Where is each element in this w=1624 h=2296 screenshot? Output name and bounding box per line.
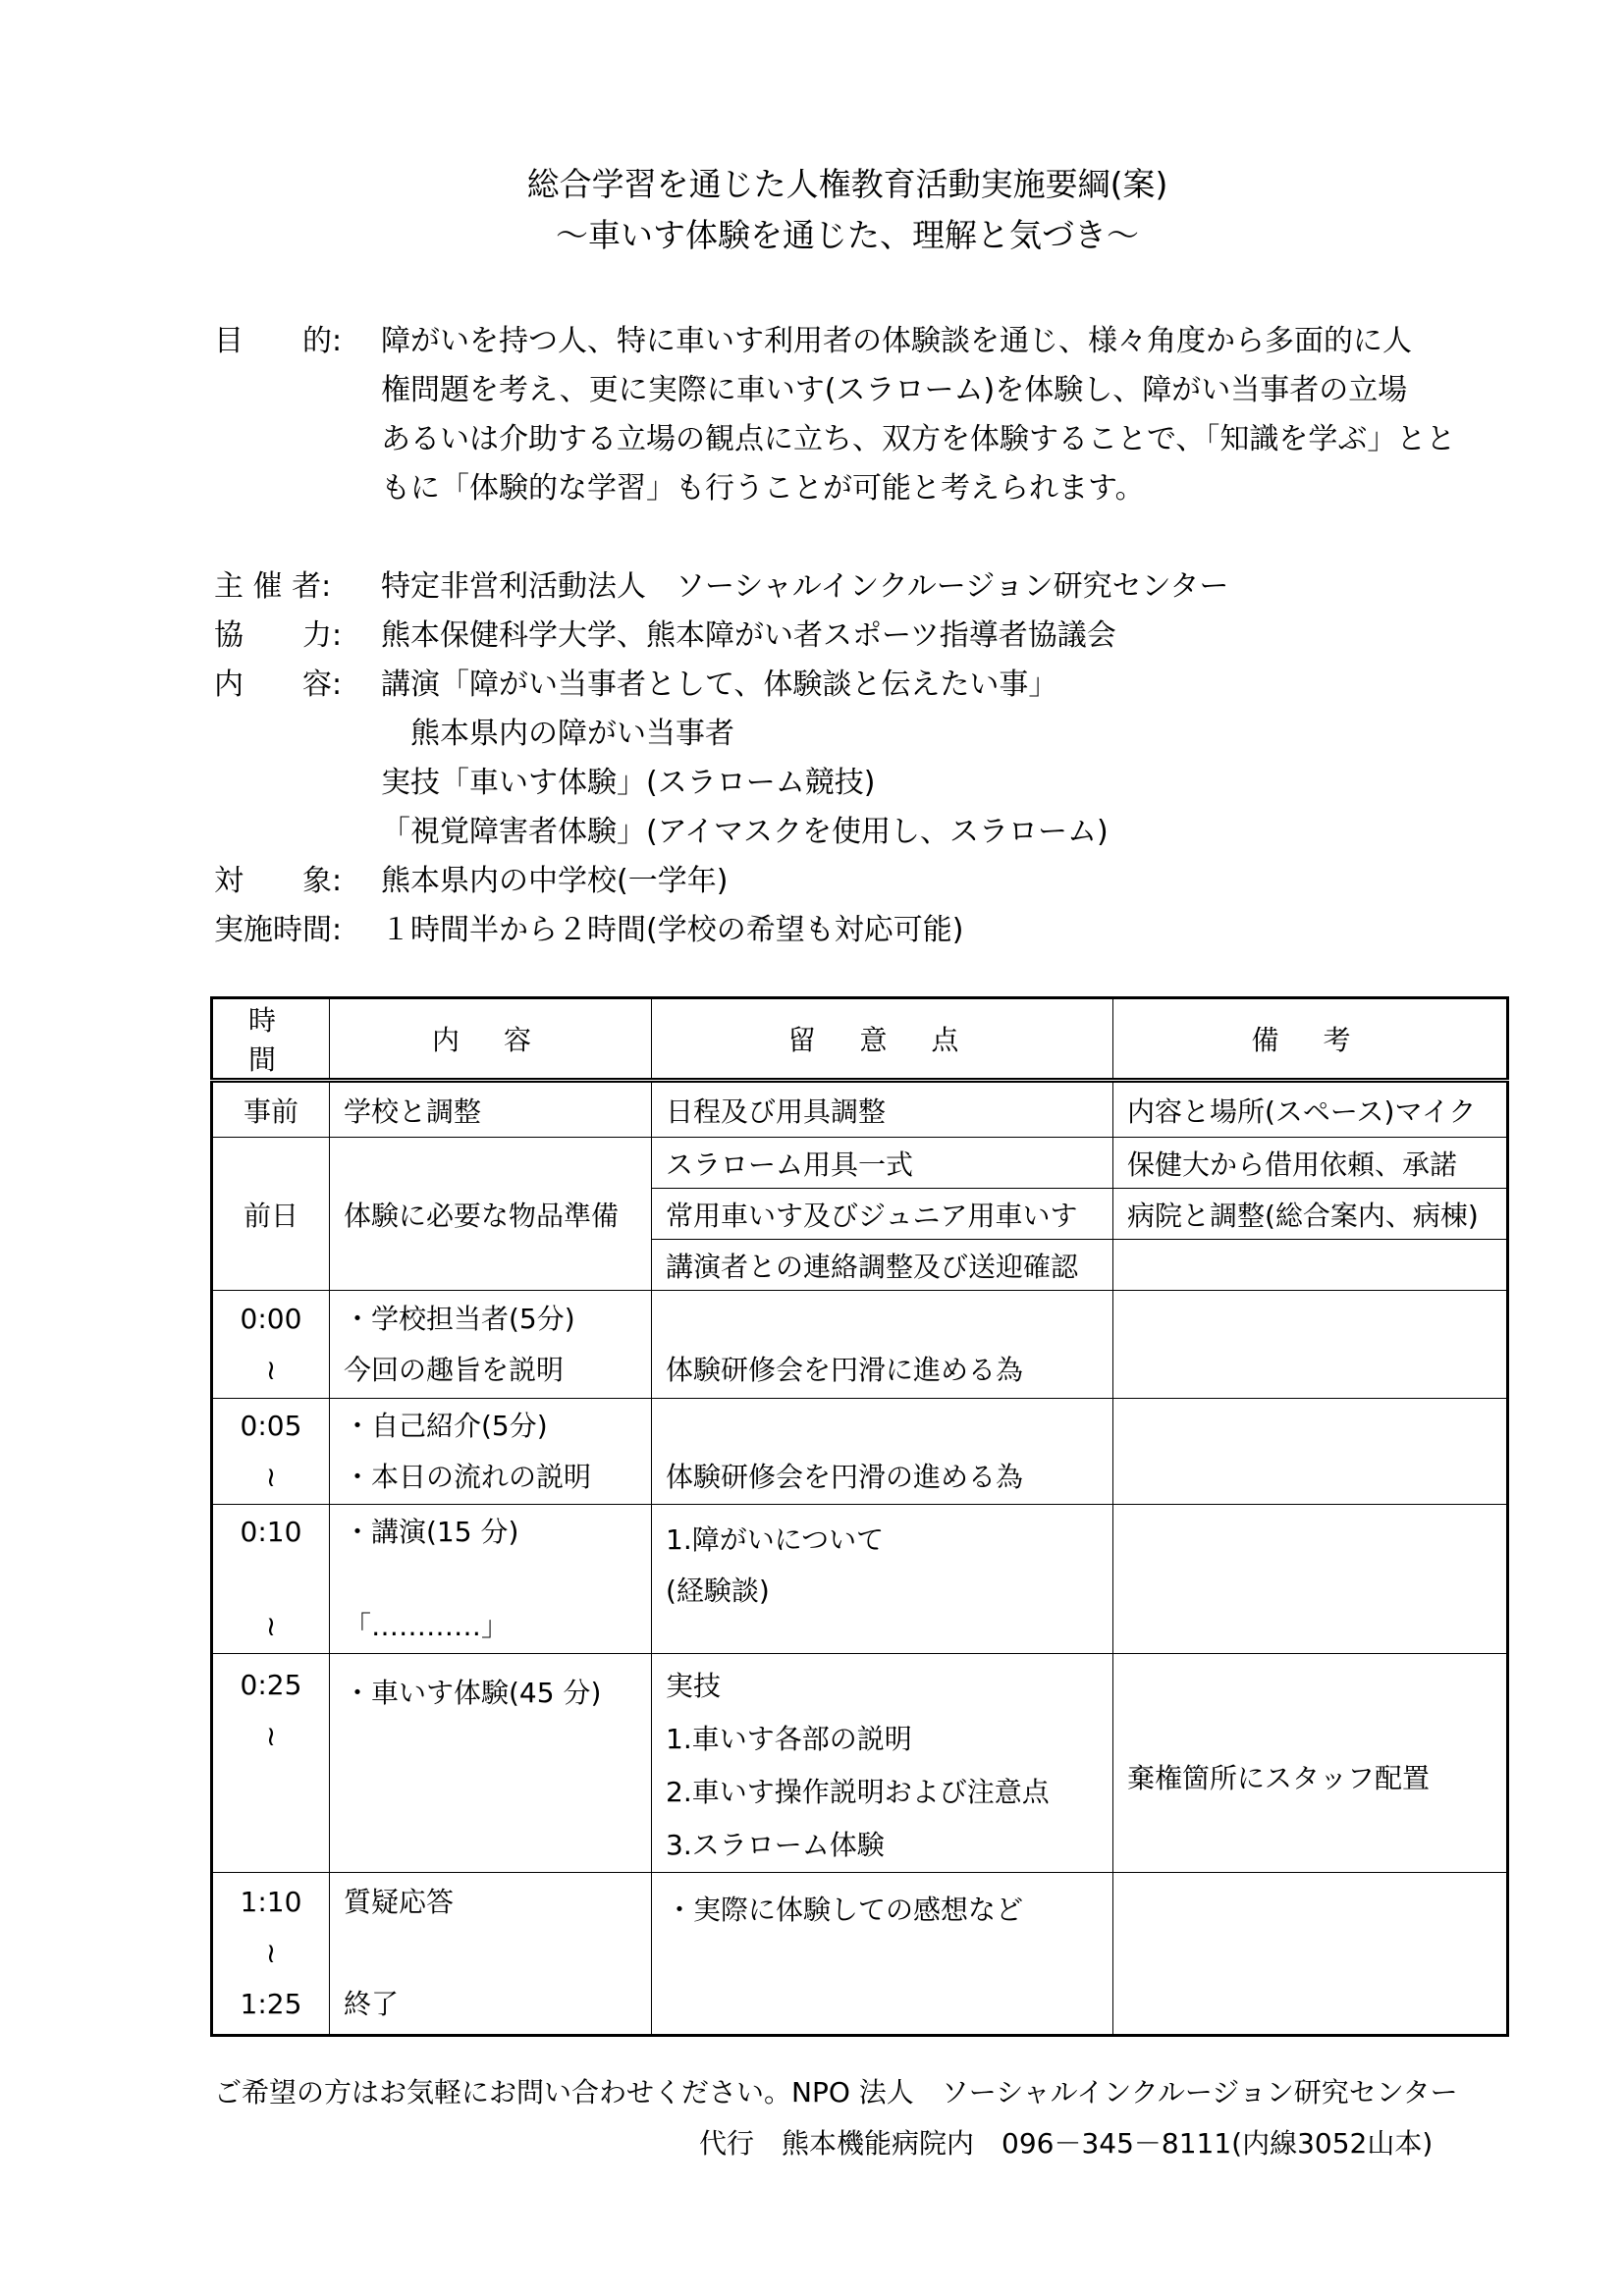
note-cell: 講演者との連絡調整及び送迎確認 bbox=[652, 1240, 1113, 1291]
time-tilde: ≀ bbox=[265, 1460, 277, 1493]
content-line: 質疑応答 bbox=[344, 1886, 455, 1918]
content-line: ・本日の流れの説明 bbox=[344, 1460, 592, 1493]
content-cell: ・車いす体験(45 分) bbox=[330, 1654, 652, 1873]
remark-cell bbox=[1113, 1873, 1508, 2036]
table-row bbox=[212, 1399, 1508, 1505]
time-tilde: ≀ bbox=[265, 1937, 277, 1969]
content-cell bbox=[330, 1399, 652, 1505]
note-line bbox=[666, 1401, 1099, 1452]
table-row bbox=[212, 1081, 1508, 1138]
remark-cell: 病院と調整(総合案内、病棟) bbox=[1113, 1189, 1508, 1240]
document-subtitle: ～車いす体験を通じた、理解と気づき～ bbox=[556, 216, 1139, 254]
content-label: 内 容: bbox=[214, 667, 343, 702]
content-cell bbox=[330, 1291, 652, 1399]
duration-label: 実施時間: bbox=[214, 913, 343, 947]
content-line: ・講演(15 分) bbox=[344, 1515, 519, 1548]
time-tilde: ≀ bbox=[265, 1720, 277, 1752]
content-line-4: 「視覚障害者体験」(アイマスクを使用し、スラローム) bbox=[381, 815, 1109, 849]
purpose-line-1: 障がいを持つ人、特に車いす利用者の体験談を通じ、様々角度から多面的に人 bbox=[381, 324, 1412, 358]
content-line: 終了 bbox=[344, 1988, 400, 2020]
note-line: 実技 bbox=[666, 1670, 722, 1702]
content-line-3: 実技「車いす体験」(スラローム競技) bbox=[381, 766, 876, 800]
header-content: 内 容 bbox=[330, 998, 652, 1081]
time-cell: 前日 bbox=[212, 1138, 330, 1291]
content-cell bbox=[330, 1505, 652, 1654]
remark-cell bbox=[1113, 1505, 1508, 1654]
content-line: 今回の趣旨を説明 bbox=[344, 1353, 565, 1386]
note-cell bbox=[652, 1399, 1113, 1505]
note-cell bbox=[652, 1505, 1113, 1654]
remark-cell bbox=[1113, 1399, 1508, 1505]
cooperation-label: 協 力: bbox=[214, 618, 343, 653]
organizer-value: 特定非営利活動法人 ソーシャルインクルージョン研究センター bbox=[381, 569, 1229, 604]
remark-cell: 内容と場所(スペース)マイク bbox=[1113, 1081, 1508, 1138]
duration-value: １時間半から２時間(学校の希望も対応可能) bbox=[381, 913, 964, 947]
note-line: 体験研修会を円滑の進める為 bbox=[666, 1460, 1024, 1493]
time-cell bbox=[212, 1505, 330, 1654]
table-header-row bbox=[212, 998, 1508, 1081]
footer-phone-line: 代行 熊本機能病院内 096－345－8111(内線3052山本) bbox=[699, 2127, 1434, 2160]
time-cell bbox=[212, 1654, 330, 1873]
table-row bbox=[212, 1291, 1508, 1399]
schedule-table bbox=[210, 996, 1509, 2037]
purpose-label: 目 的: bbox=[214, 324, 343, 358]
content-cell: 体験に必要な物品準備 bbox=[330, 1138, 652, 1291]
table-row bbox=[212, 1654, 1508, 1873]
note-line: 3.スラローム体験 bbox=[666, 1829, 885, 1861]
note-line: 2.車いす操作説明および注意点 bbox=[666, 1776, 1050, 1808]
content-cell bbox=[330, 1873, 652, 2036]
remark-cell: 棄権箇所にスタッフ配置 bbox=[1113, 1654, 1508, 1873]
purpose-line-4: もに「体験的な学習」も行うことが可能と考えられます。 bbox=[381, 471, 1145, 506]
time-start: 1:10 bbox=[240, 1886, 302, 1918]
spacer bbox=[227, 1558, 315, 1601]
table-row bbox=[212, 1505, 1508, 1654]
note-line: (経験談) bbox=[666, 1575, 770, 1607]
content-line-2: 熊本県内の障がい当事者 bbox=[381, 717, 734, 751]
footer-contact-line: ご希望の方はお気軽にお問い合わせください。NPO 法人 ソーシャルインクルージョン研究センター bbox=[214, 2076, 1458, 2109]
target-value: 熊本県内の中学校(一学年) bbox=[381, 864, 729, 898]
note-cell: 日程及び用具調整 bbox=[652, 1081, 1113, 1138]
remark-cell bbox=[1113, 1291, 1508, 1399]
time-start: 0:25 bbox=[240, 1669, 302, 1701]
cooperation-value: 熊本保健科学大学、熊本障がい者スポーツ指導者協議会 bbox=[381, 618, 1116, 653]
note-cell bbox=[652, 1654, 1113, 1873]
target-label: 対 象: bbox=[214, 864, 343, 898]
organizer-label: 主 催 者: bbox=[214, 569, 332, 604]
note-line: 1.障がいについて bbox=[666, 1523, 885, 1556]
time-start: 0:05 bbox=[240, 1409, 302, 1442]
header-notes: 留 意 点 bbox=[652, 998, 1113, 1081]
note-line: 1.車いす各部の説明 bbox=[666, 1723, 912, 1755]
time-cell bbox=[212, 1399, 330, 1505]
spacer bbox=[344, 1558, 637, 1601]
header-remarks: 備 考 bbox=[1113, 998, 1508, 1081]
remark-cell bbox=[1113, 1240, 1508, 1291]
document-title: 総合学習を通じた人権教育活動実施要綱(案) bbox=[526, 165, 1168, 203]
time-cell bbox=[212, 1291, 330, 1399]
time-start: 0:00 bbox=[240, 1302, 302, 1335]
note-cell: 常用車いす及びジュニア用車いす bbox=[652, 1189, 1113, 1240]
table-row bbox=[212, 1873, 1508, 2036]
table-row bbox=[212, 1138, 1508, 1189]
note-cell: ・実際に体験しての感想など bbox=[652, 1873, 1113, 2036]
remark-cell: 保健大から借用依頼、承諾 bbox=[1113, 1138, 1508, 1189]
purpose-line-3: あるいは介助する立場の観点に立ち、双方を体験することで、「知識を学ぶ」とと bbox=[381, 422, 1456, 456]
time-end: 1:25 bbox=[240, 1988, 302, 2020]
header-time: 時 間 bbox=[212, 998, 330, 1081]
content-line-1: 講演「障がい当事者として、体験談と伝えたい事」 bbox=[381, 667, 1058, 702]
purpose-line-2: 権問題を考え、更に実際に車いす(スラローム)を体験し、障がい当事者の立場 bbox=[381, 373, 1408, 407]
time-tilde: ≀ bbox=[265, 1609, 277, 1642]
content-line: ・自己紹介(5分) bbox=[344, 1409, 548, 1442]
note-line: 体験研修会を円滑に進める為 bbox=[666, 1353, 1024, 1386]
note-cell bbox=[652, 1291, 1113, 1399]
time-start: 0:10 bbox=[240, 1515, 302, 1548]
content-line: ・学校担当者(5分) bbox=[344, 1302, 575, 1335]
time-tilde: ≀ bbox=[265, 1353, 277, 1386]
time-cell bbox=[212, 1873, 330, 2036]
note-cell: スラローム用具一式 bbox=[652, 1138, 1113, 1189]
content-cell: 学校と調整 bbox=[330, 1081, 652, 1138]
time-cell: 事前 bbox=[212, 1081, 330, 1138]
note-line bbox=[666, 1294, 1099, 1345]
spacer bbox=[344, 1928, 637, 1979]
content-line: 「…………」 bbox=[344, 1609, 510, 1642]
